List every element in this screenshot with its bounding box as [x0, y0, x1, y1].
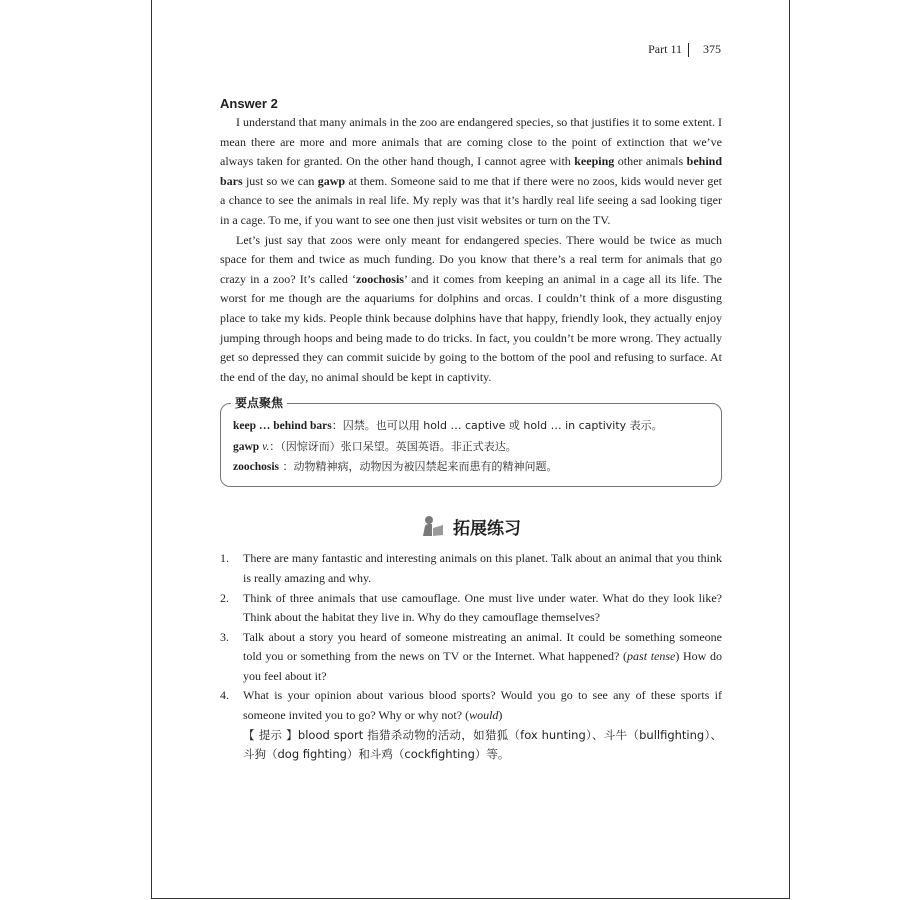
exercise-item: [220, 686, 722, 764]
keyword-zoochosis: zoochosis: [355, 271, 404, 286]
text-run: What is your opinion about various blood sports? Would you go to see any of these sports if someone invited you to go? Why or why not? (: [243, 688, 722, 723]
text-run: Think of three animals that use camouflage. One must live under water. What do they look like? Think about the habitat they live in. Why do they camouflage themselves?: [243, 590, 722, 625]
exercise-text: [243, 549, 722, 588]
section-heading: [220, 509, 722, 543]
part-label: Part 11: [648, 42, 682, 56]
text-run: ’ and it comes from keeping an animal in a cage all its life. The worst for me though are the aquariums for dolphins and orcas. I couldn’t think of a more disgusting place to take my kids. People think because dolphins have that happy, friendly look, they actually enjoy jumping through hoops and being made to do tricks. In fact, you couldn’t be more wrong. They actually get so depressed they can commit suicide by going to the bottom of the pool and refusing to surface. At the end of the day, no animal should be kept in captivity.: [220, 271, 722, 384]
exercise-hint: [243, 728, 722, 762]
text-run: There are many fantastic and interesting animals on this planet. Talk about an animal that you think is really amazing and why.: [243, 551, 722, 585]
key-point-definition: 囚禁。也可以用 hold … captive 或 hold … in captivity 表示。: [342, 419, 663, 433]
key-point-term: keep … behind bars: [233, 420, 332, 433]
text-run: Let’s just say that zoos were only meant for endangered species. There would be twice as much space for them and twice as much funding. Do you know that there’s a real term for animals that go crazy in a zoo? It’s called ‘: [220, 232, 722, 286]
grammar-hint: past tense: [627, 649, 676, 664]
exercise-number: 2.: [220, 590, 229, 605]
keyword-behind-bars: behind bars: [220, 154, 722, 188]
exercise-item: [220, 628, 722, 687]
exercise-number: 1.: [220, 551, 229, 566]
running-head: [648, 42, 721, 57]
answer-paragraph-2: [220, 231, 722, 388]
key-point-item: [233, 457, 711, 478]
key-points-title: 要点聚焦: [231, 394, 287, 411]
answer-paragraph-1: [220, 113, 722, 231]
grammar-hint: would: [469, 708, 499, 723]
hint-text: blood sport 指猎杀动物的活动，如猎狐（fox hunting）、斗牛（bullfighting）、斗狗（dog fighting）和斗鸡（cockfighting）等。: [243, 727, 723, 762]
part-of-speech: v.: [259, 440, 270, 453]
key-points-box: [220, 396, 722, 487]
person-reading-icon: [421, 514, 445, 538]
exercise-list: [220, 549, 722, 765]
key-point-definition: 动物精神病，动物因为被囚禁起来而患有的精神问题。: [293, 460, 558, 474]
page-number: 375: [703, 42, 721, 56]
text-run: ) How do you feel about it?: [243, 649, 722, 683]
key-point-term: zoochosis: [233, 461, 279, 474]
exercise-number: 4.: [220, 688, 229, 703]
page-content: [220, 95, 722, 765]
key-point-separator: ：: [269, 439, 281, 453]
exercise-text: [243, 589, 722, 628]
header-divider: [688, 43, 689, 57]
keyword-gawp: gawp: [317, 173, 346, 188]
section-title: 拓展练习: [453, 518, 521, 539]
exercise-number: 3.: [220, 629, 229, 644]
text-run: at them. Someone said to me that if there were no zoos, kids would never get a chance to see the animals in real life. My reply was that it’s hardly real life seeing a sad looking tiger in a cage. To me, if you want to see one then just visit websites or turn on the TV.: [220, 173, 722, 227]
text-run: other animals: [614, 154, 687, 169]
keyword-keeping: keeping: [574, 154, 615, 169]
book-page: [151, 0, 790, 899]
exercise-text: [243, 686, 722, 764]
exercise-item: [220, 549, 722, 588]
key-point-item: [233, 437, 711, 458]
exercise-text: [243, 628, 722, 687]
key-point-separator: ：: [279, 460, 294, 474]
key-point-term: gawp: [233, 440, 260, 453]
exercise-item: [220, 589, 722, 628]
hint-label: 【 提示 】: [243, 727, 298, 742]
key-point-separator: ：: [331, 419, 343, 433]
key-point-item: [233, 416, 711, 437]
key-point-definition: （因惊讶而）张口呆望。英国英语。非正式表达。: [280, 439, 517, 453]
text-run: I understand that many animals in the zoo are endangered species, so that justifies it to some extent. I mean there are more and more animals that are coming close to the point of extinction that we’ve always taken for granted. On the other hand though, I cannot agree with: [220, 115, 722, 169]
text-run: just so we can: [242, 173, 318, 188]
answer-title: Answer 2: [220, 96, 278, 111]
text-run: Talk about a story you heard of someone mistreating an animal. It could be something someone told you or something from the news on TV or the Internet. What happened? (: [243, 629, 722, 664]
text-run: ): [498, 708, 503, 723]
